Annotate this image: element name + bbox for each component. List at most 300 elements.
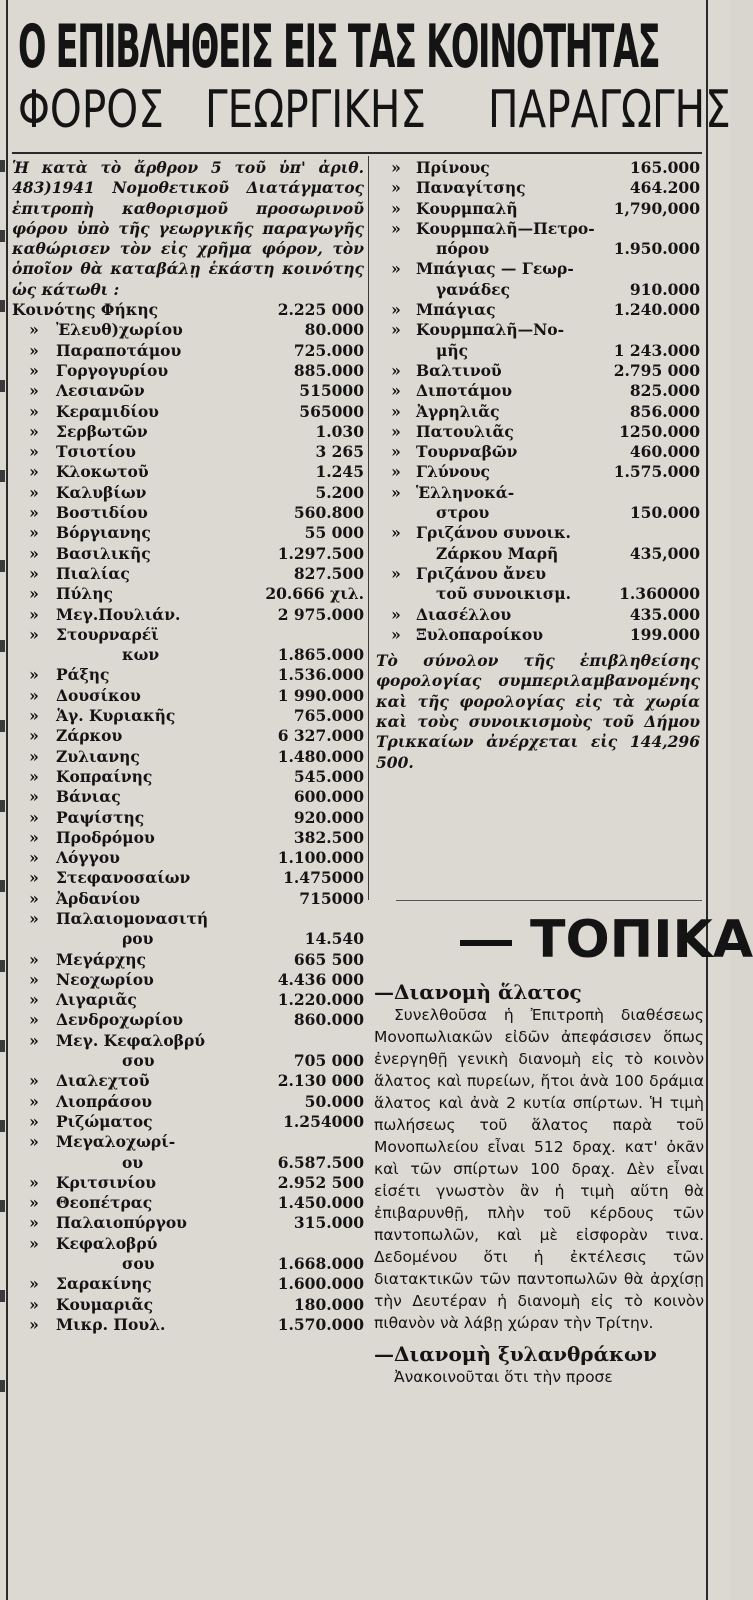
news-body: Ἀνακοινοῦται ὅτι τὴν προσε <box>394 1368 613 1386</box>
list-item <box>12 381 364 401</box>
list-item <box>12 483 364 503</box>
tax-amount: 315.000 <box>293 1213 364 1233</box>
tax-amount: 910.000 <box>629 279 700 299</box>
list-item <box>376 158 700 178</box>
tax-amount: 1.475000 <box>283 868 364 888</box>
tax-amount: 1.865.000 <box>277 645 364 665</box>
list-item-continuation <box>376 503 700 523</box>
headline-line-1: Ο ΕΠΙΒΛΗΘΕΙΣ ΕΙΣ ΤΑΣ ΚΟΙΝΟΤΗΤΑΣ <box>18 12 660 82</box>
tax-amount: 705 000 <box>293 1051 364 1071</box>
ditto-mark: » <box>29 1091 39 1111</box>
community-name: Γριζάνου ἄνευ <box>416 563 547 583</box>
community-name-continuation: ρου <box>122 929 154 949</box>
ditto-mark: » <box>29 665 39 685</box>
community-name: Βαλτινοῦ <box>416 360 502 380</box>
ditto-mark: » <box>391 158 401 177</box>
list-item-continuation <box>376 584 700 604</box>
headline-word-2: ΓΕΩΡΓΙΚΗΣ <box>205 80 426 140</box>
list-item <box>12 1092 364 1112</box>
list-item <box>12 868 364 888</box>
list-item <box>12 909 364 929</box>
ditto-mark: » <box>29 340 39 360</box>
dash-mark <box>460 940 512 946</box>
ditto-mark: » <box>29 1193 39 1213</box>
list-item <box>12 1112 364 1132</box>
ditto-mark: » <box>29 523 39 543</box>
list-item <box>376 422 700 442</box>
list-item <box>12 462 364 482</box>
tax-amount: 545.000 <box>293 766 364 786</box>
community-name: Παλαιοπύργου <box>56 1213 187 1233</box>
community-name: Βασιλικῆς <box>56 543 151 563</box>
ditto-mark: » <box>29 1030 39 1050</box>
community-name: Μπάγιας <box>416 300 496 320</box>
ditto-mark: » <box>391 563 401 583</box>
list-item <box>12 1315 364 1335</box>
ditto-mark: » <box>29 1314 39 1334</box>
ditto-mark: » <box>29 990 39 1010</box>
tax-amount: 5.200 <box>315 482 364 502</box>
community-name: Διποτάμου <box>416 381 513 401</box>
list-item <box>12 341 364 361</box>
section-heading <box>460 910 753 970</box>
community-name: Στεφανοσαίων <box>56 868 191 888</box>
ditto-mark: » <box>29 1213 39 1233</box>
community-name-continuation: ου <box>122 1152 144 1172</box>
ditto-mark: » <box>29 827 39 847</box>
tax-amount: 150.000 <box>629 503 700 523</box>
list-item <box>12 889 364 909</box>
tax-amount: 1.570.000 <box>277 1314 364 1334</box>
ditto-mark: » <box>391 442 401 462</box>
community-name-continuation: σου <box>122 1051 155 1071</box>
community-name: Γριζάνου συνοικ. <box>416 523 571 543</box>
ditto-mark: » <box>29 787 39 807</box>
community-name: Μεγ. Κεφαλοβρύ <box>56 1030 206 1050</box>
list-item <box>376 625 700 645</box>
tax-amount: 1,790,000 <box>613 198 700 218</box>
tax-amount: 3 265 <box>315 442 364 462</box>
total-paragraph: Τὸ σύνολον τῆς ἐπιβληθείσης φορολογίας συμπεριλαμβανομένης καὶ τῆς φορολογίας εἰς τὰ χωρία καὶ τοὺς συνοικισμοὺς τοῦ Δήμου Τρικκαίων ἀνέρχεται εἰς 144,296 500. <box>376 651 700 772</box>
list-item <box>376 523 700 543</box>
community-name: Βοστιδίου <box>56 503 148 523</box>
list-item-continuation <box>376 239 700 259</box>
tax-amount: 55 000 <box>304 523 364 543</box>
ditto-mark: » <box>391 360 401 380</box>
section-separator <box>396 900 702 901</box>
ditto-mark: » <box>29 706 39 726</box>
tax-amount: 665 500 <box>293 949 364 969</box>
community-name: Κοινότης Φήκης <box>12 300 159 320</box>
tax-amount: 382.500 <box>293 827 364 847</box>
tax-amount: 1.536.000 <box>277 665 364 685</box>
list-item <box>12 1071 364 1091</box>
tax-amount: 885.000 <box>293 360 364 380</box>
ditto-mark: » <box>29 807 39 827</box>
community-name: Σερβωτῶν <box>56 421 148 441</box>
community-name: Βόργιανης <box>56 523 151 543</box>
list-item <box>12 1213 364 1233</box>
tax-amount: 1 243.000 <box>613 340 700 360</box>
right-edge-fragments <box>712 0 730 1600</box>
ditto-mark: » <box>29 1294 39 1314</box>
ditto-mark: » <box>29 848 39 868</box>
tax-amount: 560.800 <box>293 503 364 523</box>
tax-amount: 860.000 <box>293 1010 364 1030</box>
list-item-continuation <box>12 1153 364 1173</box>
tax-amount: 6.587.500 <box>277 1152 364 1172</box>
list-item <box>376 361 700 381</box>
ditto-mark: » <box>29 584 39 604</box>
ditto-mark: » <box>29 969 39 989</box>
list-item <box>12 523 364 543</box>
ditto-mark: » <box>29 685 39 705</box>
community-name: Θεοπέτρας <box>56 1193 153 1213</box>
list-item <box>12 605 364 625</box>
list-item-continuation <box>12 1051 364 1071</box>
list-item-continuation <box>12 929 364 949</box>
list-item <box>12 300 364 320</box>
community-name: Κλοκωτοῦ <box>56 462 149 482</box>
list-item <box>376 178 700 198</box>
list-item <box>12 1193 364 1213</box>
community-name: Βάνιας <box>56 787 121 807</box>
tax-amount: 435.000 <box>629 604 700 624</box>
tax-amount: 2.225 000 <box>277 300 364 320</box>
list-item <box>12 402 364 422</box>
list-item <box>376 483 700 503</box>
list-item <box>12 503 364 523</box>
list-item <box>12 787 364 807</box>
list-item <box>376 199 700 219</box>
tax-amount: 1.220.000 <box>277 990 364 1010</box>
community-name: Λιγαριᾶς <box>56 990 137 1010</box>
ditto-mark: » <box>391 198 401 218</box>
ditto-mark: » <box>29 868 39 888</box>
community-name: Ἀρδανίου <box>56 888 140 908</box>
tax-amount: 765.000 <box>293 706 364 726</box>
tax-amount: 1.575.000 <box>613 462 700 482</box>
list-item <box>12 320 364 340</box>
list-item <box>12 584 364 604</box>
tax-amount: 1.450.000 <box>277 1193 364 1213</box>
list-item <box>12 767 364 787</box>
community-name-continuation: στρου <box>436 503 490 523</box>
ditto-mark: » <box>391 381 401 401</box>
ditto-mark: » <box>29 1172 39 1192</box>
ditto-mark: » <box>29 746 39 766</box>
tax-amount: 2.952 500 <box>277 1172 364 1192</box>
community-name: Δουσίκου <box>56 685 141 705</box>
news-title: —Διανομὴ ἅλατος <box>374 980 582 1004</box>
community-name: Κοπραίνης <box>56 766 153 786</box>
community-name: Ζάρκου <box>56 726 123 746</box>
community-name: Πρίνους <box>416 158 490 177</box>
tax-amount: 4.436 000 <box>277 969 364 989</box>
tax-amount: 1.254000 <box>283 1111 364 1131</box>
community-name: Μεγ.Πουλιάν. <box>56 604 181 624</box>
community-name: Μεγαλοχωρί- <box>56 1132 176 1152</box>
list-item <box>12 990 364 1010</box>
tax-amount: 1.480.000 <box>277 746 364 766</box>
ditto-mark: » <box>29 624 39 644</box>
ditto-mark: » <box>391 604 401 624</box>
list-item <box>12 950 364 970</box>
list-item <box>376 605 700 625</box>
community-name: Γλύνους <box>416 462 490 482</box>
tax-amount: 199.000 <box>629 624 700 644</box>
community-name: Παραποτάμου <box>56 340 182 360</box>
community-name: Λόγγου <box>56 848 120 868</box>
community-name: Ραψίστης <box>56 807 145 827</box>
middle-tax-list <box>376 158 700 645</box>
list-item <box>12 1173 364 1193</box>
tax-amount: 1.240.000 <box>613 300 700 320</box>
tax-amount: 435,000 <box>629 543 700 563</box>
ditto-mark: » <box>391 462 401 482</box>
list-item <box>12 442 364 462</box>
left-column-rule <box>6 0 8 1600</box>
ditto-mark: » <box>29 949 39 969</box>
list-item <box>12 665 364 685</box>
ditto-mark: » <box>29 482 39 502</box>
community-name: Ριζώματος <box>56 1111 153 1131</box>
list-item <box>376 564 700 584</box>
ditto-mark: » <box>391 401 401 421</box>
ditto-mark: » <box>391 300 401 320</box>
tax-amount: 14.540 <box>304 929 364 949</box>
tax-amount: 1.030 <box>315 421 364 441</box>
community-name: Τουρναβῶν <box>416 442 518 462</box>
community-name: Κεραμιδίου <box>56 401 159 421</box>
community-name-continuation: τοῦ συνοικισμ. <box>436 584 571 604</box>
tax-amount: 1 990.000 <box>277 685 364 705</box>
ditto-mark: » <box>29 908 39 928</box>
community-name: Καλυβίων <box>56 482 147 502</box>
section-heading-text: ΤΟΠΙΚΑ <box>530 910 753 970</box>
community-name: Κουρμπαλῆ <box>416 198 518 218</box>
community-name: Μικρ. Πουλ. <box>56 1314 166 1334</box>
community-name: Κριτσινίου <box>56 1172 156 1192</box>
tax-amount: 1250.000 <box>619 421 700 441</box>
tax-amount: 2 975.000 <box>277 604 364 624</box>
community-name: Ἑλληνοκά- <box>416 482 515 502</box>
tax-amount: 2.795 000 <box>613 360 700 380</box>
list-item-continuation <box>376 280 700 300</box>
community-name-continuation: Ζάρκου Μαρῆ <box>436 543 559 563</box>
list-item <box>376 320 700 340</box>
tax-amount: 1.360000 <box>619 584 700 604</box>
tax-amount: 1.245 <box>315 462 364 482</box>
community-name: Ἁγ. Κυριακῆς <box>56 706 176 726</box>
list-item <box>12 828 364 848</box>
list-item <box>12 544 364 564</box>
tax-amount: 825.000 <box>629 381 700 401</box>
ditto-mark: » <box>29 320 39 340</box>
ditto-mark: » <box>29 503 39 523</box>
ditto-mark: » <box>29 1071 39 1091</box>
ditto-mark: » <box>29 543 39 563</box>
list-item <box>12 1010 364 1030</box>
list-item <box>376 402 700 422</box>
tax-amount: 565000 <box>299 401 364 421</box>
community-name: Διαλεχτοῦ <box>56 1071 150 1091</box>
community-name: Μπάγιας — Γεωρ- <box>416 259 574 279</box>
community-name: Διασέλλου <box>416 604 512 624</box>
tax-amount: 1.100.000 <box>277 848 364 868</box>
ditto-mark: » <box>29 360 39 380</box>
community-name: Λεσιανῶν <box>56 381 145 401</box>
community-name-continuation: γανάδες <box>436 279 511 299</box>
tax-amount: 20.666 χιλ. <box>265 584 364 604</box>
middle-column <box>376 158 700 773</box>
tax-amount: 856.000 <box>629 401 700 421</box>
community-name: Παναγίτσης <box>416 178 526 198</box>
community-name: Κεφαλοβρύ <box>56 1233 158 1253</box>
list-item <box>12 808 364 828</box>
tax-amount: 1.668.000 <box>277 1254 364 1274</box>
ditto-mark: » <box>391 624 401 644</box>
community-name: Ἀγρηλιᾶς <box>416 401 500 421</box>
community-name: Στουρναρέϊ <box>56 624 159 644</box>
headline-line-2 <box>18 80 732 150</box>
headline-word-1: ΦΟΡΟΣ <box>18 80 164 140</box>
community-name: Ἐλευθ)χωρίου <box>56 320 183 340</box>
tax-amount: 827.500 <box>293 563 364 583</box>
community-name: Πατουλιᾶς <box>416 421 514 441</box>
community-name: Πύλης <box>56 584 113 604</box>
ditto-mark: » <box>29 726 39 746</box>
list-item <box>376 300 700 320</box>
ditto-mark: » <box>391 523 401 543</box>
ditto-mark: » <box>29 563 39 583</box>
ditto-mark: » <box>391 259 401 279</box>
tax-amount: 165.000 <box>629 158 700 177</box>
community-name: Τσιοτίου <box>56 442 136 462</box>
tax-amount: 600.000 <box>293 787 364 807</box>
tax-amount: 180.000 <box>293 1294 364 1314</box>
community-name: Ξυλοπαροίκου <box>416 624 543 644</box>
community-name: Προδρόμου <box>56 827 155 847</box>
community-name: Σαρακίνης <box>56 1274 152 1294</box>
community-name-continuation: πόρου <box>436 239 490 259</box>
local-news <box>374 980 704 1396</box>
tax-amount: 1.950.000 <box>613 239 700 259</box>
community-name: Ζυλιανης <box>56 746 140 766</box>
list-item <box>12 848 364 868</box>
ditto-mark: » <box>391 178 401 198</box>
list-item-continuation <box>376 544 700 564</box>
tax-amount: 80.000 <box>304 320 364 340</box>
list-item <box>12 726 364 746</box>
list-item <box>12 1295 364 1315</box>
ditto-mark: » <box>391 218 401 238</box>
community-name-continuation: μῆς <box>436 340 469 360</box>
community-name: Νεοχωρίου <box>56 969 154 989</box>
tax-amount: 1.297.500 <box>277 543 364 563</box>
list-item-continuation <box>12 1254 364 1274</box>
ditto-mark: » <box>29 1111 39 1131</box>
tax-amount: 50.000 <box>304 1091 364 1111</box>
tax-amount: 2.130 000 <box>277 1071 364 1091</box>
community-name: Μεγάρχης <box>56 949 146 969</box>
news-title: —Διανομὴ ξυλανθράκων <box>374 1342 657 1366</box>
tax-amount: 725.000 <box>293 340 364 360</box>
ditto-mark: » <box>29 1274 39 1294</box>
list-item <box>12 564 364 584</box>
ditto-mark: » <box>29 401 39 421</box>
list-item <box>12 422 364 442</box>
list-item <box>12 1234 364 1254</box>
list-item-continuation <box>376 341 700 361</box>
ditto-mark: » <box>391 320 401 340</box>
ditto-mark: » <box>391 421 401 441</box>
community-name: Ράξης <box>56 665 110 685</box>
list-item-continuation <box>12 645 364 665</box>
ditto-mark: » <box>391 482 401 502</box>
tax-amount: 515000 <box>299 381 364 401</box>
list-item <box>376 219 700 239</box>
community-name-continuation: σου <box>122 1254 155 1274</box>
ditto-mark: » <box>29 1132 39 1152</box>
ditto-mark: » <box>29 766 39 786</box>
ditto-mark: » <box>29 381 39 401</box>
list-item <box>376 442 700 462</box>
list-item <box>376 259 700 279</box>
community-name: Κουμαριᾶς <box>56 1294 154 1314</box>
community-name-continuation: κων <box>122 645 160 665</box>
list-item <box>12 1274 364 1294</box>
list-item <box>12 706 364 726</box>
ditto-mark: » <box>29 421 39 441</box>
tax-amount: 715000 <box>299 888 364 908</box>
community-name: Πιαλίας <box>56 563 130 583</box>
ditto-mark: » <box>29 1233 39 1253</box>
list-item <box>12 747 364 767</box>
tax-amount: 460.000 <box>629 442 700 462</box>
tax-amount: 464.200 <box>629 178 700 198</box>
community-name: Λιοπράσου <box>56 1091 152 1111</box>
left-tax-list <box>12 320 364 1335</box>
ditto-mark: » <box>29 888 39 908</box>
column-divider <box>368 156 369 900</box>
list-item <box>12 625 364 645</box>
left-column <box>12 158 364 1335</box>
community-name: Κουρμπαλῆ—Πετρο- <box>416 218 595 238</box>
tax-amount: 6 327.000 <box>277 726 364 746</box>
list-item <box>12 686 364 706</box>
ditto-mark: » <box>29 462 39 482</box>
community-name: Παλαιομονασιτή <box>56 908 209 928</box>
list-item <box>12 1031 364 1051</box>
ditto-mark: » <box>29 1010 39 1030</box>
news-body: Συνελθοῦσα ἡ Ἐπιτροπὴ διαθέσεως Μονοπωλιακῶν εἰδῶν ἀπεφάσισεν ὅπως ἐνεργηθῇ γενικὴ διανομὴ εἰς τὸ κοινὸν ἅλατος καὶ πυρείων, ἤτοι ἀνὰ 100 δράμια ἅλατος καὶ ἀνὰ 2 κυτία σπίρτων. Ἡ τιμὴ πωλήσεως τοῦ ἅλατος παρὰ τοῦ Μονοπωλείου εἶναι 512 δραχ. κατ' ὀκᾶν καὶ τῶν σπίρτων 100 δραχ. Δὲν εἶναι εἰσέτι γνωστὸν ἂν ἡ τιμὴ αὕτη θὰ ἐπιβαρυνθῇ, πλὴν τοῦ κέρδους τῶν παντοπωλῶν, καὶ μὲ εἰσφορὰν τινα. Δεδομένου ὅτι ἡ ἐκτέλεσις τῶν διατακτικῶν τῶν παντοπωλῶν θὰ ἀρχίσῃ τὴν Δευτέραν ἡ διανομὴ εἰς τὸ κοινὸν πιθανὸν νὰ λάβῃ χώραν τὴν Τρίτην. <box>374 1006 704 1332</box>
community-name: Γοργογυρίου <box>56 360 169 380</box>
tax-amount: 1.600.000 <box>277 1274 364 1294</box>
list-item <box>376 381 700 401</box>
ditto-mark: » <box>29 604 39 624</box>
community-name: Κουρμπαλῆ—Νο- <box>416 320 565 340</box>
article-intro: Ἡ κατὰ τὸ ἄρθρον 5 τοῦ ὑπ' ἀριθ. 483)1941 Νομοθετικοῦ Διατάγματος ἐπιτροπὴ καθορισμοῦ προσωρινοῦ φόρου ὑπὸ τῆς γεωργικῆς παραγωγῆς καθώρισεν τὸν εἰς χρῆμα φόρον, τὸν ὁποῖον θὰ καταβάλῃ ἑκάστη κοινότης ὡς κάτωθι : <box>12 158 364 299</box>
headline-word-3: ΠΑΡΑΓΩΓΗΣ <box>488 80 732 140</box>
list-item <box>12 970 364 990</box>
list-item <box>376 462 700 482</box>
right-column-rule <box>706 0 708 1600</box>
tax-amount: 920.000 <box>293 807 364 827</box>
list-item <box>12 1132 364 1152</box>
community-name: Δενδροχωρίου <box>56 1010 184 1030</box>
ditto-mark: » <box>29 442 39 462</box>
